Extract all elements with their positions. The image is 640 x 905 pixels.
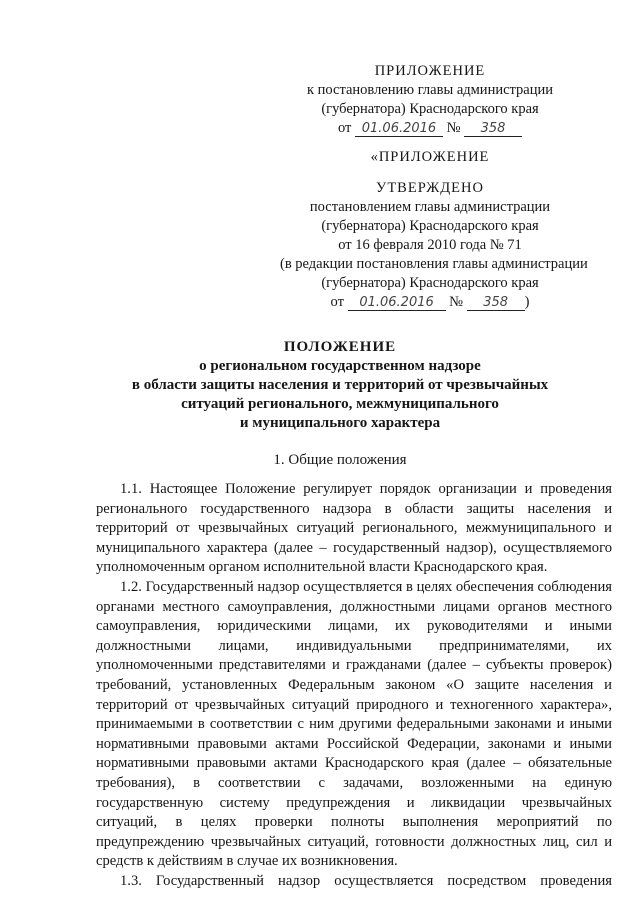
handwritten-number: 358	[464, 121, 522, 137]
resolution-line: к постановлению главы администрации	[306, 82, 554, 98]
appendix-quote-label: «ПРИЛОЖЕНИЕ	[370, 149, 490, 165]
document-title	[70, 338, 610, 433]
approved-number-label: №	[449, 294, 464, 310]
approved-block	[280, 148, 588, 312]
paragraph-1-1: 1.1. Настоящее Положение регулирует порядок организации и проведения регионального государственного надзора в области защиты населения и территорий от чрезвычайных ситуаций регионального, межмуниципального и муниципального характера (далее – государственный надзор), осуществляемого уполномоченным органом исполнительной власти Краснодарского края.	[96, 481, 612, 576]
approved-line-4: (в редакции постановления главы администрации	[280, 256, 588, 272]
closing-paren: )	[524, 294, 530, 310]
approved-handwritten-date: 01.06.2016	[348, 295, 446, 311]
title-heading: ПОЛОЖЕНИЕ	[283, 339, 397, 355]
title-line-4: и муниципального характера	[239, 415, 441, 431]
from-label: от	[337, 120, 352, 136]
handwritten-date: 01.06.2016	[355, 121, 443, 137]
approved-line-3: от 16 февраля 2010 года № 71	[338, 237, 522, 253]
paragraph-1-2: 1.2. Государственный надзор осуществляется в целях обеспечения соблюдения органами местного самоуправления, должностными лицами органов местного самоуправления, юридическими лицами, их руководителями и иными должностными лицами, индивидуальными предпринимателями, их уполномоченными представителями и гражданами (далее – субъекты проверок) требований, установленных Федеральным законом «О защите населения и территорий от чрезвычайных ситуаций природного и техногенного характера», принимаемыми в соответствии с ним другими федеральными законами и иными нормативными правовыми актами Российской Федерации, законами и иными нормативными правовыми актами Краснодарского края (далее – обязательные требования), в соответствии с задачами, возложенными на единую государственную систему предупреждения и ликвидации чрезвычайных ситуаций, в целях проверки полноты выполнения мероприятий по предупреждению чрезвычайных ситуаций, готовности должностных лиц, сил и средств к действиям в случае их возникновения.	[96, 578, 612, 870]
governor-line: (губернатора) Краснодарского края	[321, 101, 539, 117]
approved-label: УТВЕРЖДЕНО	[376, 180, 484, 196]
approved-line-2: (губернатора) Краснодарского края	[321, 218, 539, 234]
approved-date-number-line	[280, 293, 580, 312]
approved-from-label: от	[330, 294, 344, 310]
date-number-line	[280, 119, 580, 138]
approved-line-5: (губернатора) Краснодарского края	[321, 275, 539, 291]
title-line-1: о региональном государственном надзоре	[199, 358, 481, 374]
section-title: 1. Общие положения	[273, 452, 407, 468]
body-text	[96, 480, 612, 891]
title-line-3: ситуаций регионального, межмуниципального	[181, 396, 499, 412]
appendix-label: ПРИЛОЖЕНИЕ	[374, 63, 486, 79]
title-line-2: в области защиты населения и территорий от чрезвычайных	[131, 377, 549, 393]
number-label: №	[446, 120, 461, 136]
paragraph-1-3: 1.3. Государственный надзор осуществляется посредством проведения	[120, 872, 612, 889]
appendix-header-block	[280, 62, 580, 138]
approved-line-1: постановлением главы администрации	[309, 199, 551, 215]
approved-handwritten-number: 358	[467, 295, 525, 311]
